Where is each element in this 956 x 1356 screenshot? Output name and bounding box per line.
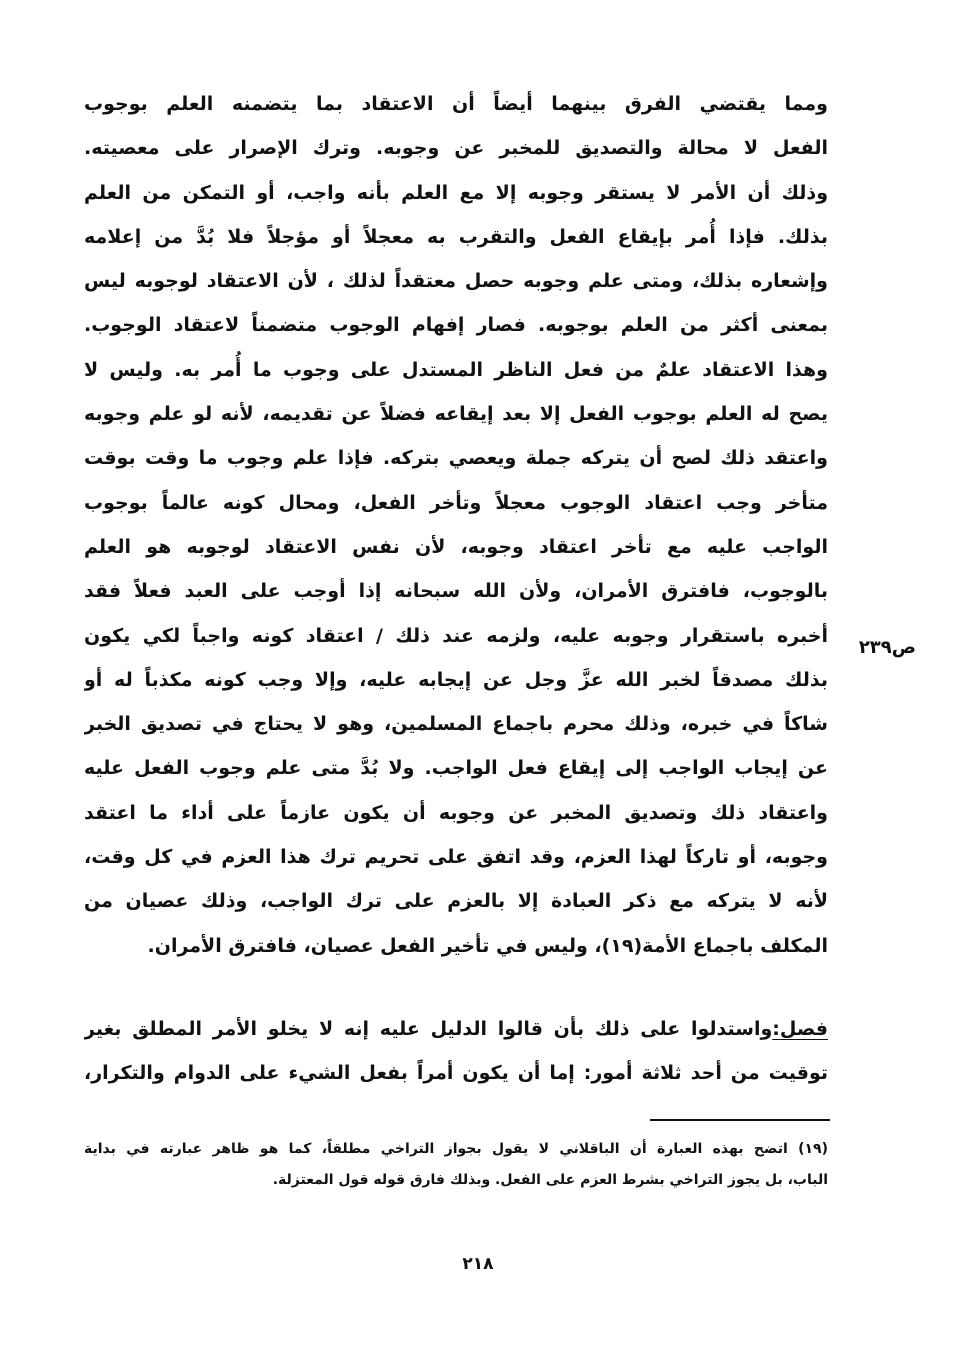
text-line: متأخر وجب اعتقاد الوجوب معجلاً وتأخر الفعل، ومحال كونه عالماً بوجوب xyxy=(84,491,828,514)
text-line: واعتقد ذلك لصح أن يتركه جملة ويعصي بتركه. فإذا علم وجوب ما وقت بوقت xyxy=(84,447,828,470)
text-line: بذلك. فإذا أُمر بإيقاع الفعل والتقرب به معجلاً أو مؤجلاً فلا بُدَّ من إعلامه xyxy=(84,225,828,248)
footnote-line: (١٩) اتضح بهذه العبارة أن الباقلاني لا يقول بجواز التراخي مطلقاً، كما هو ظاهر عبارته في بداية xyxy=(84,1141,828,1157)
text-line: لأنه لا يتركه مع ذكر العبادة إلا بالعزم على ترك الواجب، وذلك عصيان من xyxy=(84,890,828,913)
text-line: عن إيجاب الواجب إلى إيقاع فعل الواجب. ولا بُدَّ متى علم وجوب الفعل عليه xyxy=(84,757,828,780)
text-line: وإشعاره بذلك، ومتى علم وجوبه حصل معتقداً لذلك ، لأن الاعتقاد لوجوبه ليس xyxy=(84,270,828,293)
footnotes xyxy=(84,1134,828,1196)
text-line: بذلك مصدقاً لخبر الله عزَّ وجل عن إيجابه عليه، وإلا وجب كونه مكذباً له أو xyxy=(84,668,828,691)
section-second-line: توقيت من أحد ثلاثة أمور: إما أن يكون أمراً بفعل الشيء على الدوام والتكرار، xyxy=(84,1062,828,1084)
text-line: وذلك أن الأمر لا يستقر وجوبه إلا مع العلم بأنه واجب، أو التمكن من العلم xyxy=(84,181,828,204)
manuscript-page-marker: ص٢٣٩ xyxy=(858,637,916,658)
text-line: وجوبه، أو تاركاً لهذا العزم، وقد اتفق على تحريم ترك هذا العزم في كل وقت، xyxy=(84,846,828,869)
section-first-line-text: واستدلوا على ذلك بأن قالوا الدليل عليه إنه لا يخلو الأمر المطلق بغير xyxy=(84,1018,773,1040)
text-line: ومما يقتضي الفرق بينهما أيضاً أن الاعتقاد بما يتضمنه العلم بوجوب xyxy=(84,93,828,115)
section-heading: فصل: xyxy=(772,1018,828,1040)
text-line: المكلف باجماع الأمة(١٩)، وليس في تأخير الفعل عصيان، فافترق الأمران. xyxy=(147,934,828,957)
text-line: أخبره باستقرار وجوبه عليه، ولزمه عند ذلك / اعتقاد كونه واجباً لكي يكون xyxy=(84,624,828,647)
text-line: الواجب عليه مع تأخر اعتقاد وجوبه، لأن نفس الاعتقاد لوجوبه هو العلم xyxy=(84,535,828,558)
text-line: وهذا الاعتقاد علمٌ من فعل الناظر المستدل على وجوب ما أُمر به. وليس لا xyxy=(84,358,828,381)
section-first-line xyxy=(84,1007,828,1051)
page-number: ٢١٨ xyxy=(462,1254,494,1274)
main-text xyxy=(84,82,828,968)
text-line: بمعنى أكثر من العلم بوجوبه. فصار إفهام الوجوب متضمناً لاعتقاد الوجوب. xyxy=(84,314,828,337)
section-paragraph xyxy=(84,1007,828,1095)
footnote-divider xyxy=(650,1119,830,1121)
text-line: يصح له العلم بوجوب الفعل إلا بعد إيقاعه فضلاً عن تقديمه، لأنه لو علم وجوبه xyxy=(84,403,828,426)
text-line: واعتقاد ذلك وتصديق المخبر عن وجوبه أن يكون عازماً على أداء ما اعتقد xyxy=(84,801,828,824)
text-line: بالوجوب، فافترق الأمران، ولأن الله سبحانه إذا أوجب على العبد فعلاً فقد xyxy=(84,580,828,603)
text-line: الفعل لا محالة والتصديق للمخبر عن وجوبه. وترك الإصرار على معصيته. xyxy=(84,137,828,160)
footnote-line: الباب، بل يجوز التراخي بشرط العزم على الفعل. وبذلك فارق قوله قول المعتزلة. xyxy=(272,1172,828,1188)
text-line: شاكاً في خبره، وذلك محرم باجماع المسلمين، وهو لا يحتاج في تصديق الخبر xyxy=(84,713,828,736)
